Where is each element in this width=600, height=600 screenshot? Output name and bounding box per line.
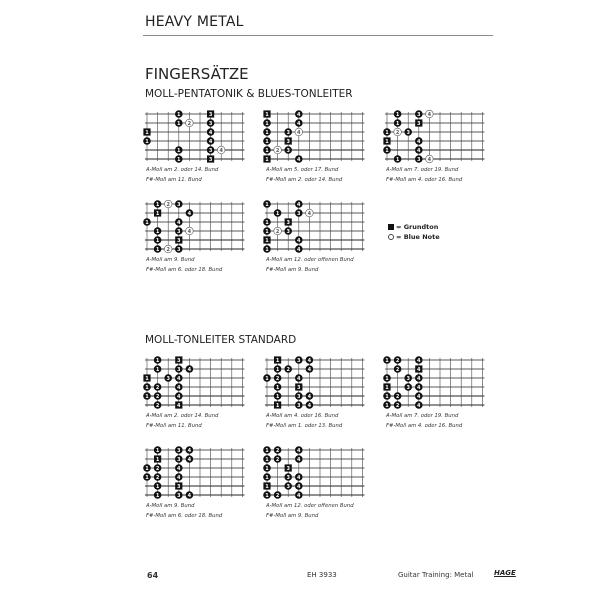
finger-number: 1 [265,474,269,481]
finger-number: 1 [265,483,269,490]
finger-number: 4 [417,366,421,373]
finger-number: 4 [177,384,181,391]
finger-number: 1 [275,366,280,373]
finger-number: 1 [265,156,269,163]
finger-number: 1 [265,147,269,154]
finger-number: 1 [155,201,160,208]
diagram-caption: F#-Moll am 6. oder 18. Bund [146,513,223,519]
header-rule [143,35,493,36]
finger-number: 2 [395,357,400,364]
finger-number: 4 [297,492,301,499]
fretboard-diagram [263,356,373,436]
finger-number: 3 [286,483,290,490]
fretboard-grid [263,446,373,502]
finger-number: 1 [385,393,389,400]
finger-number: 2 [275,492,280,499]
finger-number: 2 [286,366,290,373]
diagram-caption: A-Moll am 2. oder 14. Bund [146,413,219,419]
finger-number: 3 [286,138,290,145]
finger-number: 1 [177,156,181,163]
book-title: Guitar Training: Metal [398,571,474,579]
finger-number: 2 [275,456,280,463]
finger-number: 3 [417,156,421,163]
finger-number: 1 [385,357,389,364]
finger-number: 4 [417,384,421,391]
finger-number: 1 [265,246,269,253]
legend-root-label: = Grundton [396,223,439,231]
group-title-minor-scale: MOLL-TONLEITER STANDARD [145,334,297,346]
finger-number: 4 [187,228,192,235]
diagram-caption: F#-Moll am 11. Bund [146,423,202,429]
finger-number: 1 [265,228,269,235]
finger-number: 3 [177,246,181,253]
finger-number: 3 [406,384,410,391]
diagram-caption: F#-Moll am 2. oder 14. Bund [266,177,343,183]
finger-number: 4 [417,375,421,382]
diagram-caption: F#-Moll am 4. oder 16. Bund [386,177,463,183]
finger-number: 4 [297,447,301,454]
finger-number: 4 [187,366,192,373]
finger-number: 1 [155,366,160,373]
finger-number: 3 [177,456,181,463]
finger-number: 2 [395,402,400,409]
fretboard-grid [143,200,253,256]
fretboard-diagram [263,200,373,280]
finger-number: 1 [155,456,160,463]
diagram-caption: A-Moll am 4. oder 16. Bund [266,413,339,419]
diagram-caption: F#-Moll am 9. Bund [266,513,319,519]
finger-number: 4 [297,201,301,208]
finger-number: 1 [385,129,389,136]
finger-number: 4 [177,474,181,481]
finger-number: 1 [265,447,269,454]
finger-number: 3 [166,375,170,382]
fretboard-grid [263,356,373,412]
diagram-caption: A-Moll am 12. oder offenen Bund [266,257,354,263]
finger-number: 2 [395,366,400,373]
finger-number: 3 [177,237,181,244]
finger-number: 4 [427,111,432,118]
finger-number: 1 [275,402,280,409]
finger-number: 3 [297,384,301,391]
finger-number: 4 [297,111,301,118]
finger-number: 1 [145,393,149,400]
diagram-caption: F#-Moll am 4. oder 16. Bund [386,423,463,429]
finger-number: 3 [208,111,213,118]
finger-number: 4 [297,120,301,127]
finger-number: 2 [275,228,280,235]
finger-number: 4 [427,156,432,163]
fretboard-diagram [143,110,253,190]
blue-note-circle-icon [388,234,394,240]
finger-number: 1 [395,120,400,127]
finger-number: 4 [307,210,312,217]
finger-number: 4 [187,447,192,454]
finger-number: 1 [177,147,181,154]
finger-number: 1 [275,393,280,400]
finger-number: 4 [297,156,301,163]
diagram-caption: A-Moll am 2. oder 14. Bund [146,167,219,173]
finger-number: 1 [275,384,280,391]
fretboard-diagram [383,356,493,436]
finger-number: 2 [275,375,280,382]
finger-number: 4 [307,357,312,364]
finger-number: 1 [155,447,160,454]
diagram-caption: F#-Moll am 9. Bund [266,267,319,273]
finger-number: 1 [265,120,269,127]
finger-number: 1 [145,219,149,226]
finger-number: 1 [145,474,149,481]
finger-number: 2 [187,120,192,127]
finger-number: 3 [286,219,290,226]
finger-number: 1 [265,111,269,118]
diagram-caption: A-Moll am 9. Bund [146,257,195,263]
finger-number: 4 [417,357,421,364]
finger-number: 2 [155,474,160,481]
finger-number: 3 [297,402,301,409]
finger-number: 1 [155,237,160,244]
diagram-caption: A-Moll am 5. oder 17. Bund [266,167,339,173]
finger-number: 4 [297,456,301,463]
finger-number: 4 [297,483,301,490]
finger-number: 4 [177,402,181,409]
finger-number: 1 [385,147,389,154]
finger-number: 1 [275,210,280,217]
finger-number: 3 [286,129,290,136]
finger-number: 4 [307,402,312,409]
finger-number: 1 [265,138,269,145]
finger-number: 1 [385,402,389,409]
fretboard-grid [383,356,493,412]
finger-number: 2 [155,384,160,391]
finger-number: 2 [395,129,400,136]
catalog-code: EH 3933 [307,571,337,579]
finger-number: 1 [145,129,149,136]
fretboard-grid [143,446,253,502]
fretboard-diagram [143,356,253,436]
finger-number: 4 [187,210,192,217]
finger-number: 3 [177,357,181,364]
finger-number: 1 [265,456,269,463]
finger-number: 3 [286,465,290,472]
finger-number: 4 [297,474,301,481]
finger-number: 4 [187,456,192,463]
finger-number: 4 [297,129,301,136]
finger-number: 4 [297,375,301,382]
fretboard-grid [263,200,373,256]
finger-number: 1 [155,492,160,499]
finger-number: 4 [187,492,192,499]
group-title-pentatonic: MOLL-PENTATONIK & BLUES-TONLEITER [145,88,353,100]
finger-number: 2 [166,246,170,253]
finger-number: 3 [286,228,290,235]
finger-number: 2 [166,201,170,208]
finger-number: 2 [395,393,400,400]
finger-number: 4 [297,237,301,244]
finger-number: 1 [177,111,181,118]
finger-number: 4 [177,393,181,400]
finger-number: 3 [177,228,181,235]
page-header: HEAVY METAL [145,14,244,30]
finger-number: 4 [307,393,312,400]
finger-number: 3 [208,147,213,154]
finger-number: 1 [385,384,389,391]
finger-number: 4 [297,246,301,253]
finger-number: 3 [208,156,213,163]
finger-number: 1 [145,375,149,382]
finger-number: 3 [177,201,181,208]
finger-number: 3 [406,375,410,382]
finger-number: 1 [385,138,389,145]
fretboard-grid [263,110,373,166]
finger-number: 4 [307,366,312,373]
finger-number: 2 [275,447,280,454]
finger-number: 3 [177,483,181,490]
finger-number: 1 [145,138,149,145]
fretboard-grid [143,356,253,412]
fretboard-diagram [263,446,373,526]
finger-number: 3 [286,147,290,154]
diagram-caption: A-Moll am 7. oder 19. Bund [386,413,459,419]
finger-number: 1 [265,201,269,208]
finger-number: 4 [177,465,181,472]
finger-number: 1 [155,228,160,235]
finger-number: 1 [265,129,269,136]
section-title: FINGERSÄTZE [145,65,249,83]
finger-number: 1 [145,465,149,472]
diagram-caption: A-Moll am 7. oder 19. Bund [386,167,459,173]
finger-number: 3 [177,447,181,454]
finger-number: 1 [177,120,181,127]
finger-number: 1 [145,384,149,391]
finger-number: 3 [417,120,421,127]
diagram-caption: A-Moll am 12. oder offenen Bund [266,503,354,509]
finger-number: 4 [177,219,181,226]
finger-number: 1 [265,492,269,499]
finger-number: 3 [297,357,301,364]
finger-number: 2 [155,465,160,472]
fretboard-diagram [143,200,253,280]
finger-number: 3 [177,366,181,373]
root-note-square-icon [388,224,394,230]
finger-number: 2 [155,402,160,409]
fretboard-diagram [263,110,373,190]
fretboard-grid [383,110,493,166]
finger-number: 4 [417,138,421,145]
finger-number: 1 [275,357,280,364]
diagram-caption: A-Moll am 9. Bund [146,503,195,509]
finger-number: 4 [417,393,421,400]
finger-number: 4 [417,147,421,154]
finger-number: 3 [406,129,410,136]
finger-number: 1 [265,237,269,244]
finger-number: 3 [177,492,181,499]
finger-number: 1 [265,219,269,226]
fretboard-diagram [383,110,493,190]
finger-number: 1 [155,483,160,490]
finger-number: 3 [297,210,301,217]
fretboard-grid [143,110,253,166]
finger-number: 4 [177,375,181,382]
finger-number: 4 [208,138,213,145]
finger-number: 2 [155,393,160,400]
finger-number: 1 [385,375,389,382]
diagram-caption: F#-Moll am 6. oder 18. Bund [146,267,223,273]
finger-number: 2 [275,147,280,154]
finger-number: 3 [208,120,213,127]
legend [388,222,440,242]
diagram-caption: F#-Moll am 1. oder 13. Bund [266,423,343,429]
finger-number: 1 [265,375,269,382]
finger-number: 3 [297,393,301,400]
finger-number: 1 [395,156,400,163]
finger-number: 1 [155,210,160,217]
finger-number: 3 [417,111,421,118]
legend-blue-label: = Blue Note [396,233,440,241]
finger-number: 4 [208,129,213,136]
finger-number: 1 [155,246,160,253]
finger-number: 1 [395,111,400,118]
diagram-caption: F#-Moll am 11. Bund [146,177,202,183]
fretboard-diagram [143,446,253,526]
finger-number: 1 [155,357,160,364]
finger-number: 4 [219,147,223,154]
page-number: 64 [147,571,159,580]
finger-number: 3 [286,474,290,481]
finger-number: 4 [417,402,421,409]
publisher-logo: HAGE [494,569,516,577]
finger-number: 1 [265,465,269,472]
